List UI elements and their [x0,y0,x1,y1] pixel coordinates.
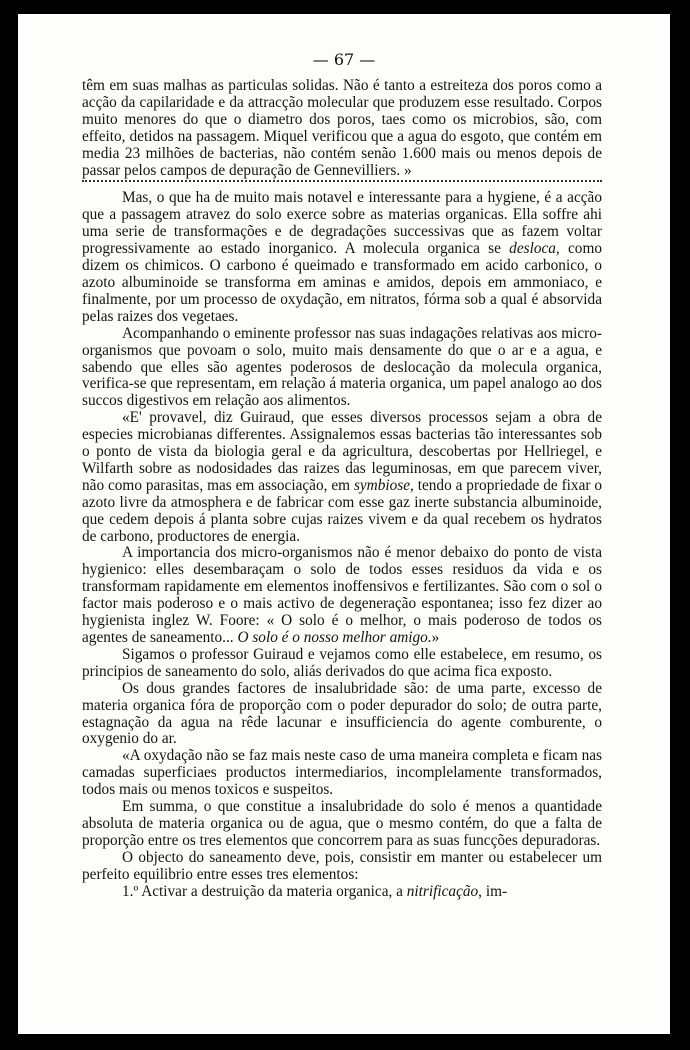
dotted-separator [82,180,602,188]
text-run: , tendo a propriedade de fixar o azoto livre da atmosphera e de fabricar com esse gaz inerte substancia albuminoide, que cedem depois á planta sobre cujas raizes vivem e da qual recebem os hydratos de carbono, productores de energia. [82,476,603,545]
paragraph: Acompanhando o eminente professor nas suas indagações relativas aos micro-organismos que povoam o solo, muito mais densamente do que o ar e a agua, e sabendo que elles são agentes poderosos de deslocação da molecula organica, verifica-se que representam, em relação á materia organica, um papel analogo ao dos succos digestivos em relação aos alimentos. [82,324,602,410]
paragraph: Em summa, o que constitue a insalubridade do solo é menos a quantidade absoluta de materia organica ou de agua, que o mesmo contém, do que a falta de proporção entre os tres elementos que concorrem para as suas funcções depuradoras. [82,798,602,849]
list-item [82,884,602,901]
paragraph [82,190,602,325]
page-number: — 67 — [312,50,376,69]
paragraph: O objecto do saneamento deve, pois, consistir em manter ou estabelecer um perfeito equilibrio entre esses tres elementos: [82,848,602,883]
text-run: , como dizem os chimicos. O carbono é queimado e transformado em acido carbonico, o azoto albuminoide se transforma em aminas e amidos, depois em ammoniaco, e finalmente, por um processo de oxydação, em nitratos, fórma sob a qual é absorvida pelas raizes dos vegetaes. [82,240,602,325]
paragraph: «A oxydação não se faz mais neste caso de uma maneira completa e ficam nas camadas superficiaes productos intermediarios, incomplelamente transformados, todos mais ou menos toxicos e suspeitos. [82,747,602,799]
paragraph-continued: têm em suas malhas as particulas solidas. Não é tanto a estreiteza dos poros como a acção da capilaridade e da attracção molecular que produzem esse resultado. Corpos muito menores do que o diametro dos poros, taes como os microbios, são, com effeito, detidos na passagem. Miquel verificou que a agua do esgoto, que contém em media 23 milhões de bacterias, não contém senão 1.600 mais ou menos depois de passar pelos campos de depuração de Gennevilliers. » [82,77,602,179]
text-run: » [431,629,440,646]
paragraph: Os dous grandes factores de insalubridade são: de uma parte, excesso de materia organica fóra de proporção com o poder depurador do solo; de outra parte, estagnação da agua na rêde lacunar e insufficiencia do agente comburente, o oxygenio do ar. [82,679,602,748]
text-run: A importancia dos micro-organismos não é menor debaixo do ponto de vista hygienico: elles desembaraçam o solo de todos esses residuos da vida e os transformam rapidamente em elementos inoffensivos e fertilizantes. São com o sol o factor mais poderoso e o mais activo de degeneração espontanea; isso fez dizer ao hygienista inglez W. Foore: « O solo é o melhor, o mais poderoso de todos os agentes de saneamento... [82,544,602,646]
paragraph: Sigamos o professor Guiraud e vejamos como elle estabelece, em resumo, os principios de saneamento do solo, aliás derivados do que acima fica exposto. [82,645,602,680]
body-text [82,78,602,901]
text-run: Mas, o que ha de muito mais notavel e interessante para a hygiene, é a acção que a passagem atravez do solo exerce sobre as materias organicas. Ella soffre ahi uma serie de transformações e de degradações successivas que as fazem voltar progressivamente ao estado inorganico. A molecula organica se [82,189,602,258]
italic-term: desloca [509,240,556,258]
text-run: , im- [478,882,508,900]
italic-term: nitrificação [406,882,479,900]
paragraph [82,545,602,646]
italic-term: symbiose [353,476,411,494]
text-run: «E' provavel, diz Guiraud, que esses diversos processos sejam a obra de especies microbianas differentes. Assignalemos essas bacterias tão interessantes sob o ponto de vista da biologia geral e da agricultura, descobertas por Hellriegel, e Wilfarth sobre as nodosidades das raizes das leguminosas, em que parecem viver, não como parasitas, mas em associação, em [82,409,602,494]
paragraph [82,410,602,545]
text-run: 1.º Activar a destruição da materia organica, a [122,882,403,900]
book-page [18,14,670,1034]
italic-quote: O solo é o nosso melhor amigo. [237,629,432,646]
